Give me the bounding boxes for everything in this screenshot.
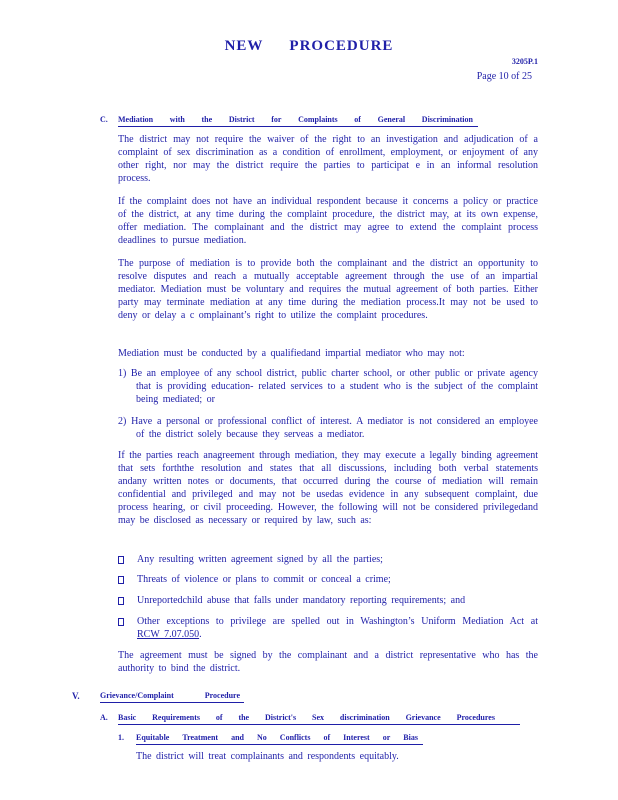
heading-word: discrimination [339,713,390,722]
heading-word: Bias [403,733,418,742]
heading-word: or [382,733,391,742]
heading-word: with [169,115,185,124]
subsection-a-underline [118,724,520,725]
bullet-box-icon [118,576,124,584]
paragraph-no-respondent: If the complaint does not have an individual respondent because it concerns a policy or practice of the district, at any time during the complaint procedure, the district may, at its own expense, offer mediation. The complainant and the district may agree to extend the complaint process deadlines to pursue mediation. [118,196,538,246]
subsection-a-letter: A. [100,713,108,722]
list-item-text: 2) Have a personal or professional conflict of interest. A mediator is not considered an employee of the district solely because they serveas a mediator. [118,416,538,440]
bullet-item [118,615,538,641]
title-word-procedure: PROCEDURE [289,38,394,54]
list-item [118,415,538,441]
bullet-item [118,594,538,607]
heading-word: Procedures [456,713,495,722]
section-v-heading [100,691,240,700]
heading-word: District [228,115,255,124]
heading-word: Treatment [182,733,219,742]
page-title [0,38,618,55]
heading-word: Grievance/Complaint [100,691,174,700]
bullet-box-icon [118,556,124,564]
bullet-box-icon [118,618,124,626]
paragraph-purpose: The purpose of mediation is to provide both the complainant and the district an opportunity to resolve disputes and reach a mutually acceptable agreement through the use of an impartial mediator. Mediation must be voluntary and requires the mutual agreement of both parties. Either party may terminate mediation at any time during the mediation process.It may not be used to deny or delay a c omplainant’s right to utilize the complaint procedures. [118,258,538,321]
heading-word: Procedure [204,691,240,700]
paragraph-equitable-treatment: The district will treat complainants and respondents equitably. [136,751,399,762]
list-item [118,367,538,406]
bullet-period: . [199,629,202,640]
heading-word: of [323,733,331,742]
heading-word: of [354,115,361,124]
heading-word: Discrimination [421,115,473,124]
heading-word: Basic [118,713,137,722]
section-c-letter: C. [100,115,108,124]
heading-word: Conflicts [279,733,311,742]
subsection-1-underline [136,744,423,745]
heading-word: the [201,115,213,124]
section-c-underline [118,126,478,127]
heading-word: District's [265,713,297,722]
subsection-1-number: 1. [118,733,124,742]
paragraph-mediator-requirements: Mediation must be conducted by a qualifiedand impartial mediator who may not: [118,348,465,359]
subsection-a-heading [118,713,495,722]
heading-word: No [257,733,267,742]
section-v-underline [100,702,244,703]
heading-word: General [377,115,406,124]
bullet-text: Threats of violence or plans to commit or conceal a crime; [137,574,391,585]
heading-word: the [238,713,250,722]
bullet-item [118,553,538,566]
list-item-text: 1) Be an employee of any school district, public charter school, or other public or private agency that is providing education- related services to a student who is the subject of the complaint being mediated; or [118,368,538,405]
bullet-box-icon [118,597,124,605]
heading-word: Grievance [405,713,441,722]
heading-word: Mediation [118,115,154,124]
page-number: Page 10 of 25 [476,71,532,82]
heading-word: Sex [312,713,324,722]
section-c-heading [118,115,473,124]
paragraph-waiver: The district may not require the waiver of the right to an investigation and adjudication of a complaint of sex discrimination as a condition of enrollment, employment, or enjoyment of any other right, nor may the district require the parties to participat e in an informal resolution process. [118,134,538,184]
subsection-1-heading [136,733,418,742]
rcw-link[interactable]: RCW 7.07.050 [137,629,200,640]
policy-code: 3205P.1 [511,57,538,66]
heading-word: Equitable [136,733,170,742]
heading-word: Complaints [298,115,338,124]
heading-word: for [271,115,282,124]
heading-word: Interest [343,733,370,742]
bullet-text: Unreportedchild abuse that falls under mandatory reporting requirements; and [137,595,466,606]
heading-word: of [215,713,223,722]
paragraph-signature: The agreement must be signed by the complainant and a district representative who has the authority to bind the district. [118,650,538,674]
paragraph-agreement: If the parties reach anagreement through mediation, they may execute a legally binding agreement that sets forththe resolution and states that all discussions, including both verbal statements andany written notes or documents, that occurred during the course of mediation will remain confidential and privileged and may not be usedas evidence in any subsequent complaint, due process hearing, or civil proceeding. However, the following will not be considered privilegedand may be disclosed as necessary or required by law, such as: [118,450,538,526]
title-word-new: NEW [224,38,264,54]
bullet-text: Any resulting written agreement signed by all the parties; [137,554,383,565]
bullet-text: Other exceptions to privilege are spelled out in Washington’s Uniform Mediation Act at [137,616,538,627]
bullet-item [118,573,538,586]
heading-word: Requirements [152,713,200,722]
section-v-numeral: V. [72,691,80,701]
heading-word: and [231,733,244,742]
